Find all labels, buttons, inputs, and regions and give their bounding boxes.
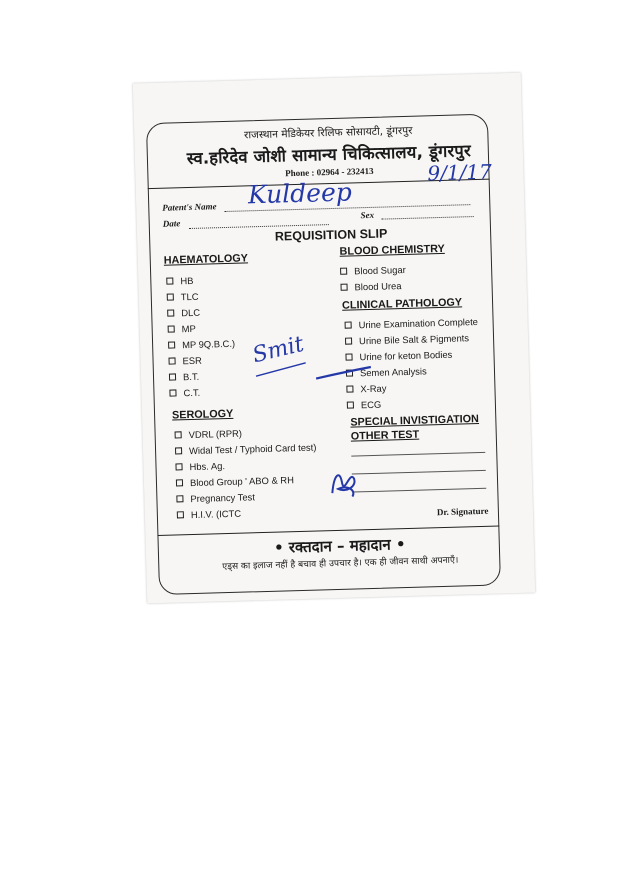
handwritten-date: 9/1/17 [427,159,493,186]
blood-donation-slogan: • रक्तदान – महादान • [273,535,406,557]
checkbox-icon [169,373,176,380]
checkbox-icon [167,309,174,316]
test-ecg[interactable]: ECG [347,399,382,411]
handwritten-patient-name: Kuldeep [247,177,353,210]
society-name: राजस्थान मेडिकेयर रिलिफ सोसायटी, डूंगरपुर [243,124,413,142]
date-label: Date [162,218,181,229]
requisition-slip [133,73,535,604]
special-investigation-heading: SPECIAL INVISTIGATION [350,412,480,429]
sex-label: Sex [360,209,375,221]
test-widal[interactable]: Widal Test / Typhoid Card test) [175,442,317,457]
blood-chemistry-heading: BLOOD CHEMISTRY [339,242,445,258]
haematology-heading: HAEMATOLOGY [163,252,249,267]
test-ct[interactable]: C.T. [169,387,200,399]
test-esr[interactable]: ESR [168,355,202,367]
checkbox-icon [175,447,182,454]
handwritten-strokes [235,327,377,391]
test-hbsag[interactable]: Hbs. Ag. [175,460,225,472]
test-urine-keton[interactable]: Urine for keton Bodies [345,349,452,363]
test-vdrl[interactable]: VDRL (RPR) [174,428,242,441]
doctor-signature-label: Dr. Signature [436,505,489,518]
other-test-heading: OTHER TEST [350,428,420,443]
checkbox-icon [168,357,175,364]
test-bt[interactable]: B.T. [169,371,199,383]
checkbox-icon [166,277,173,284]
test-hb[interactable]: HB [166,275,193,287]
form-title: REQUISITION SLIP [274,226,388,244]
checkbox-icon [347,401,354,408]
checkbox-icon [175,463,182,470]
test-semen-analysis[interactable]: Semen Analysis [346,365,427,378]
clinical-pathology-heading: CLINICAL PATHOLOGY [341,296,463,312]
checkbox-icon [169,389,176,396]
checkbox-icon [340,268,347,275]
handwritten-note: Smit [250,331,307,369]
test-dlc[interactable]: DLC [167,307,200,319]
checkbox-icon [167,293,174,300]
test-urine-bile[interactable]: Urine Bile Salt & Pigments [345,332,469,346]
test-blood-urea[interactable]: Blood Urea [340,280,401,293]
test-blood-sugar[interactable]: Blood Sugar [340,264,406,277]
patient-name-label: Patent's Name [162,201,217,213]
checkbox-icon [168,341,175,348]
hospital-name: स्व.हरिदेव जोशी सामान्य चिकित्सालय, डूंगरपुर [186,141,472,169]
checkbox-icon [175,431,182,438]
phone-number: Phone : 02964 - 232413 [284,165,374,179]
test-mp[interactable]: MP [168,323,196,335]
test-blood-group[interactable]: Blood Group ' ABO & RH [176,474,294,488]
test-pregnancy[interactable]: Pregnancy Test [176,491,255,504]
checkbox-icon [176,495,183,502]
serology-heading: SEROLOGY [171,407,234,422]
test-tlc[interactable]: TLC [167,291,199,303]
checkbox-icon [176,479,183,486]
doctor-signature-mark [323,462,364,503]
checkbox-icon [168,325,175,332]
checkbox-icon [177,511,184,518]
test-x-ray[interactable]: X-Ray [346,383,386,395]
aids-awareness-text: एड्स का इलाज नहीं है बचाव ही उपचार है। एक ही जीवन साथी अपनाएँ। [222,555,459,573]
test-mp-qbc[interactable]: MP 9Q.B.C.) [168,338,235,351]
checkbox-icon [340,284,347,291]
test-urine-complete[interactable]: Urine Examination Complete [344,316,478,331]
test-hiv[interactable]: H.I.V. (ICTC [177,508,241,521]
